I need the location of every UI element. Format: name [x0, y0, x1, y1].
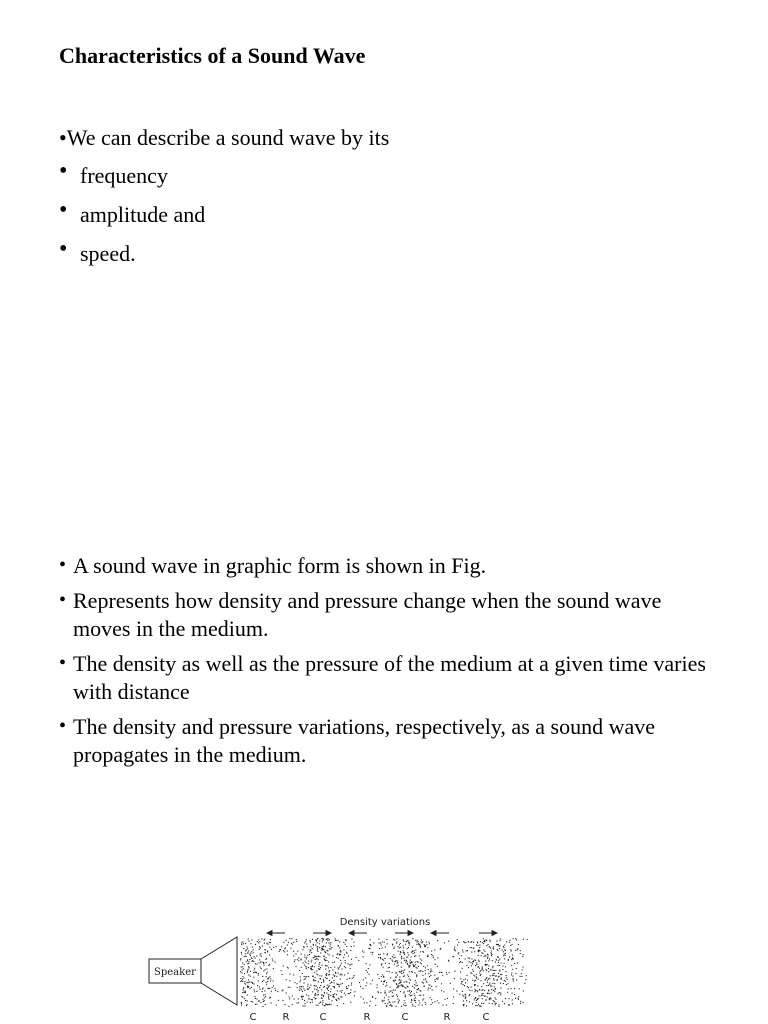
- density-variations-label: Density variations: [339, 917, 431, 928]
- bullet-icon: •: [59, 715, 67, 737]
- bullet-icon: •: [59, 589, 67, 611]
- zone-label: R: [443, 1012, 451, 1023]
- particle-medium: [240, 938, 528, 1007]
- bullet-icon: •: [59, 197, 68, 223]
- zone-label: C: [319, 1012, 327, 1023]
- zone-label: R: [363, 1012, 371, 1023]
- bullet-icon: •: [59, 554, 67, 576]
- page-title: Characteristics of a Sound Wave: [59, 43, 366, 68]
- list-item: • speed.: [59, 236, 136, 266]
- intro-text: •We can describe a sound wave by its: [59, 125, 390, 150]
- zone-label: C: [482, 1012, 490, 1023]
- zone-labels: [250, 1012, 490, 1023]
- list-item: • Represents how density and pressure change when the sound wave moves in the medium.: [59, 588, 662, 641]
- arrows-group: [267, 931, 497, 936]
- list-item: • frequency: [59, 158, 168, 188]
- bullet-icon: •: [59, 652, 67, 674]
- list-item: • amplitude and: [59, 197, 206, 227]
- list-item: • The density as well as the pressure of the medium at a given time varies with distance: [59, 651, 706, 704]
- zone-label: R: [282, 1012, 290, 1023]
- bullet-icon: •: [59, 158, 68, 184]
- list-item: • A sound wave in graphic form is shown in Fig.: [59, 553, 487, 578]
- density-variation-figure: [145, 910, 535, 1024]
- zone-label: C: [249, 1012, 257, 1023]
- bullet-icon: •: [59, 236, 68, 262]
- list-item: • The density and pressure variations, respectively, as a sound wave propagates in the medium.: [59, 714, 656, 767]
- zone-label: C: [401, 1012, 409, 1023]
- properties-list: [59, 158, 206, 279]
- speaker-label: Speaker: [154, 967, 196, 978]
- points-list: [59, 552, 719, 776]
